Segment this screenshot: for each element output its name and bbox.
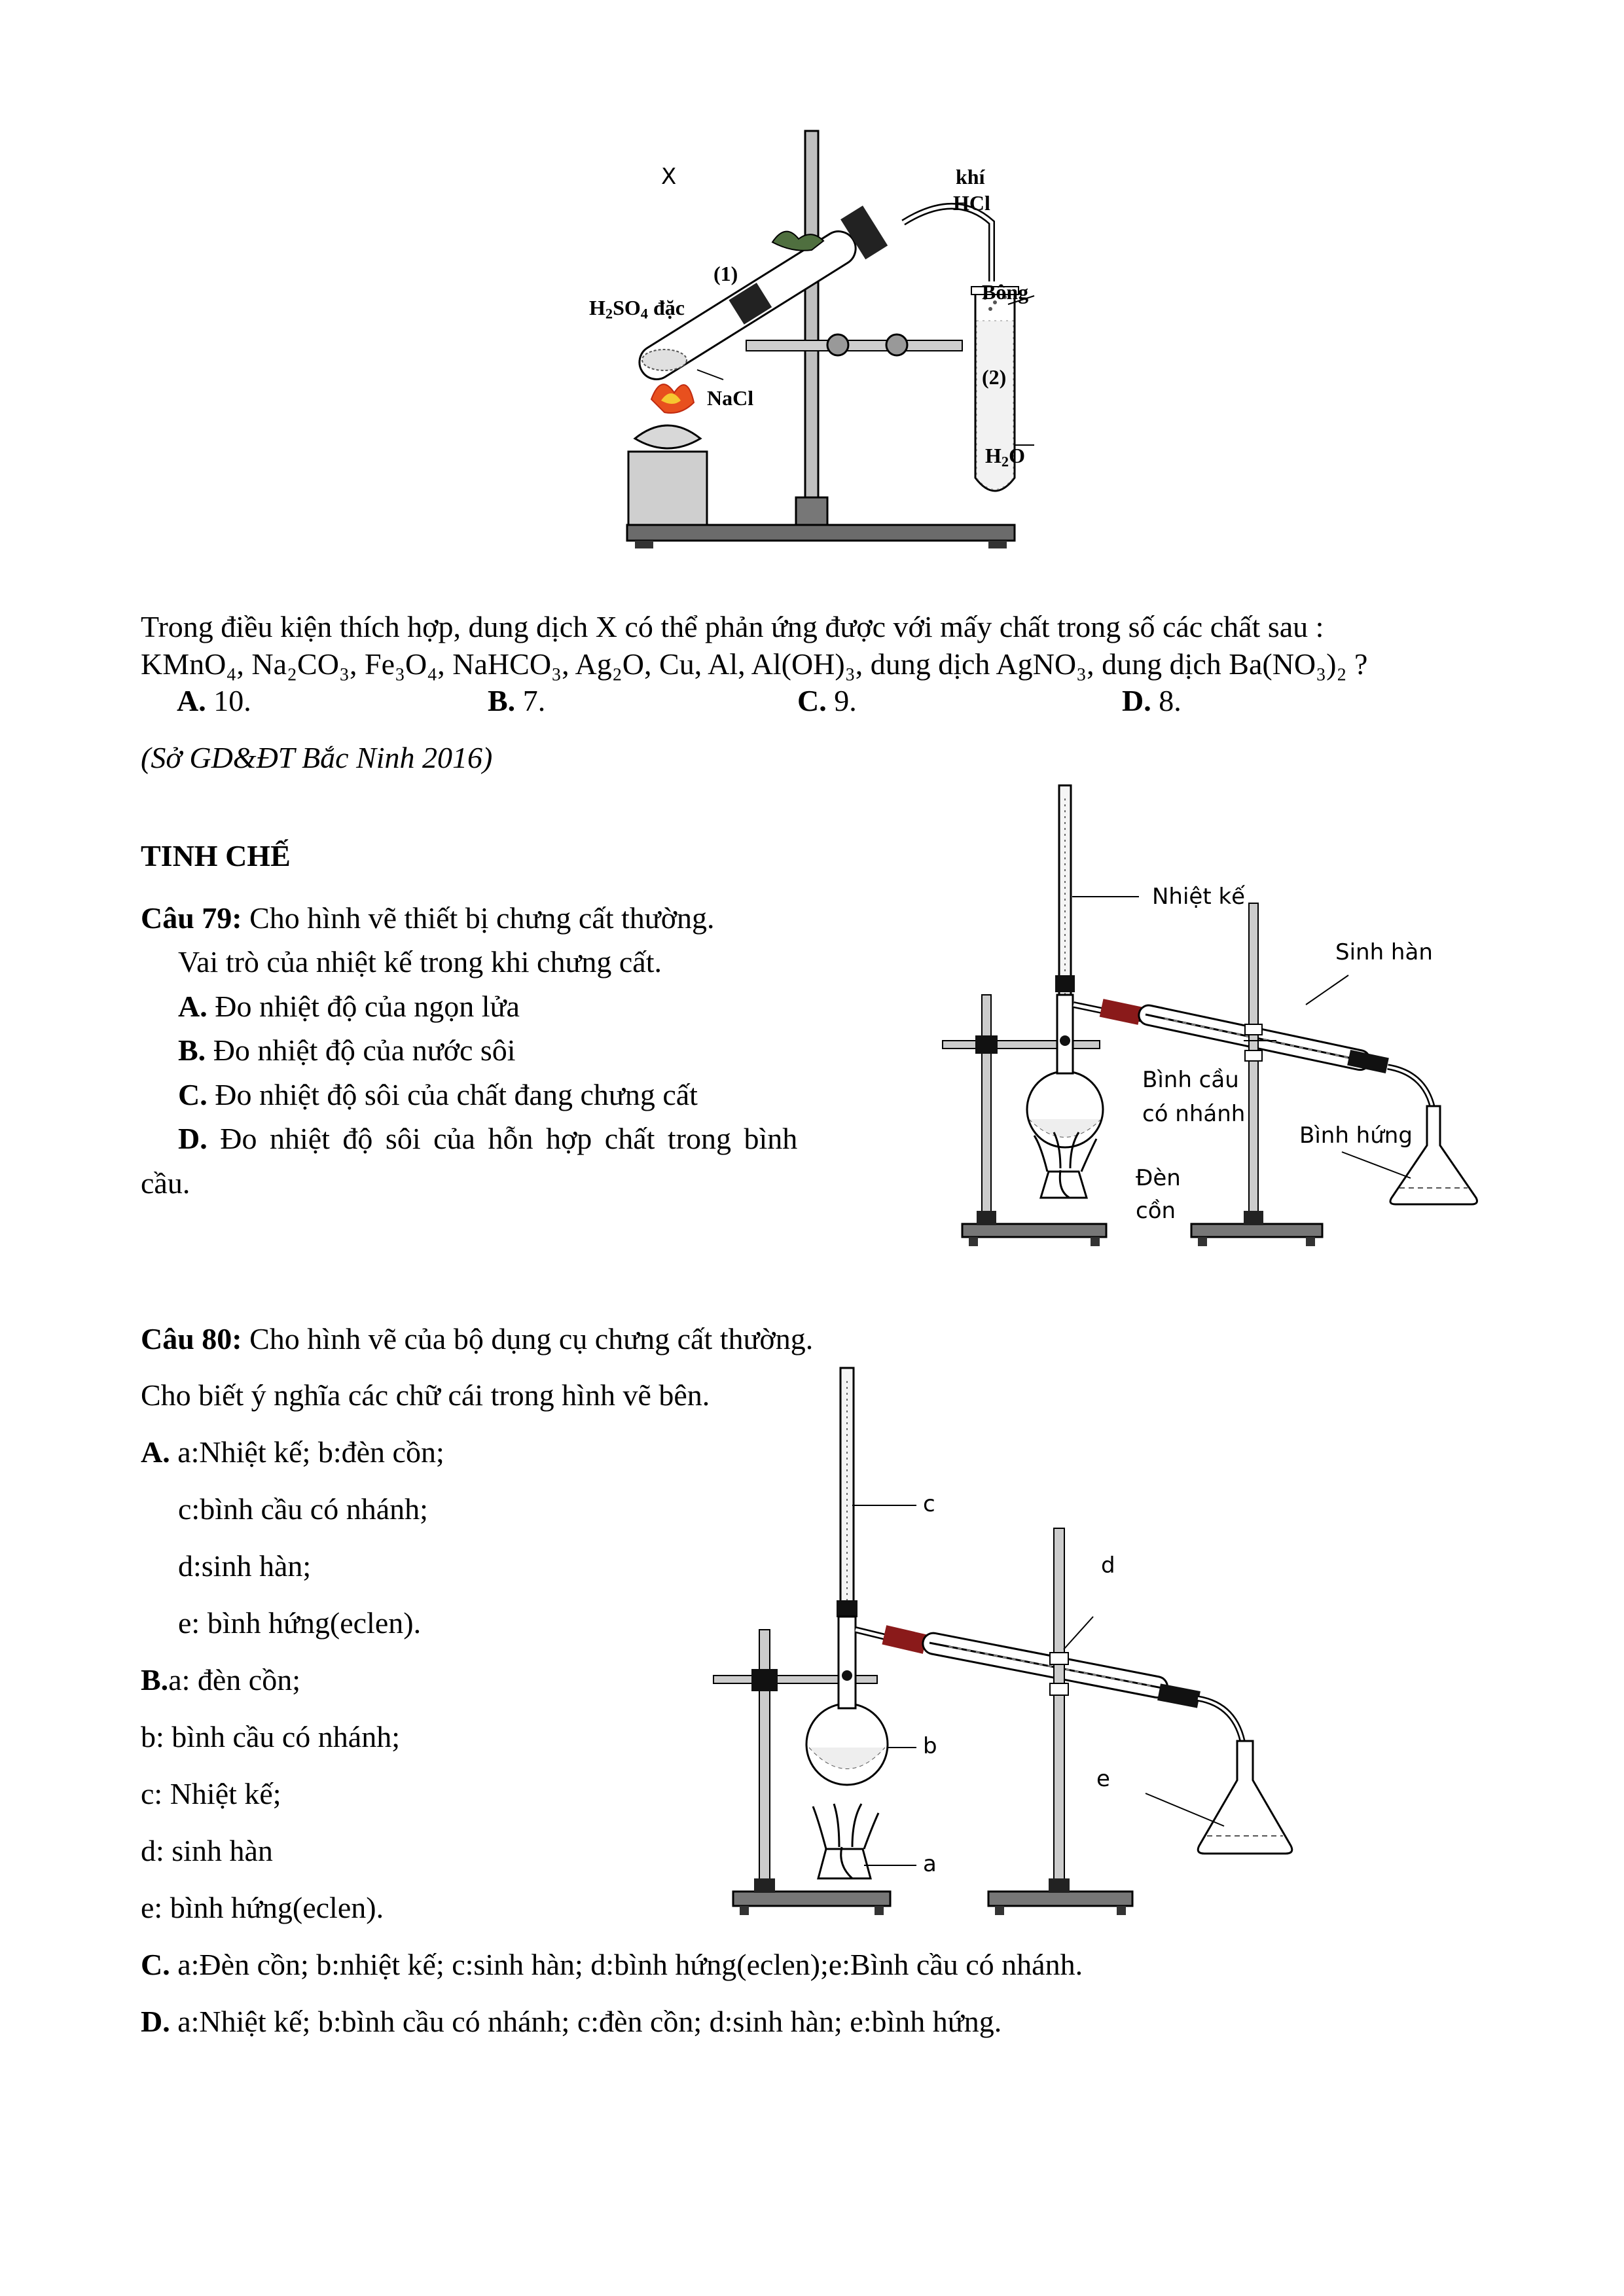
q80-option-b-line2: b: bình cầu có nhánh; (141, 1720, 401, 1753)
distillation-figure-q79 (929, 779, 1506, 1263)
q80-option-b-line3: c: Nhiệt kế; (141, 1777, 281, 1810)
label-d: d (1101, 1552, 1115, 1579)
q80-option-b-line1: B.a: đèn cồn; (141, 1663, 300, 1696)
distillation-drawing-q80 (700, 1361, 1316, 1931)
q80-option-b-line4: d: sinh hàn (141, 1834, 273, 1867)
fig1-x-label: X (661, 164, 677, 190)
q79-stem: Câu 79: Cho hình vẽ thiết bị chưng cất thường. (141, 901, 715, 935)
q80-option-a-line3: d:sinh hàn; (178, 1549, 312, 1583)
q80-option-d: D. a:Nhiệt kế; b:bình cầu có nhánh; c:đèn cồn; d:sinh hàn; e:bình hứng. (141, 2005, 1002, 2038)
fig1-acid-label: $H_2SO_4$ đặc (589, 296, 685, 322)
q80-line2: Cho biết ý nghĩa các chữ cái trong hình vẽ bên. (141, 1378, 710, 1412)
label-condenser: Sinh hàn (1335, 939, 1433, 965)
q79-option-a: A. Đo nhiệt độ của ngọn lửa (178, 990, 520, 1023)
q78-option-a: A. 10. (177, 684, 251, 717)
label-lamp-line1: Đèn (1136, 1165, 1181, 1191)
q78-option-d: D. 8. (1122, 684, 1182, 717)
label-thermometer: Nhiệt kế (1152, 884, 1246, 910)
hcl-apparatus-drawing (615, 124, 1028, 556)
hcl-apparatus-figure (589, 124, 1029, 556)
q78-line2: KMnO₄, Na₂CO₃, Fe₃O₄, NaHCO₃, Ag₂O, Cu, Al, Al(OH)₃, dung dịch AgNO₃, dung dịch Ba(NO₃)₂ ? (141, 647, 1368, 681)
q80-option-b-line5: e: bình hứng(eclen). (141, 1891, 384, 1924)
section-title: TINH CHẾ (141, 839, 291, 872)
q78-line1: Trong điều kiện thích hợp, dung dịch X có thể phản ứng được với mấy chất trong số các chất sau : (141, 610, 1324, 643)
label-flask-line2: có nhánh (1142, 1101, 1246, 1127)
q79-option-b: B. Đo nhiệt độ của nước sôi (178, 1033, 516, 1067)
q78-source: (Sở GD&ĐT Bắc Ninh 2016) (141, 741, 493, 774)
q78-option-b: B. 7. (488, 684, 546, 717)
q80-stem: Câu 80: Cho hình vẽ của bộ dụng cụ chưng cất thường. (141, 1322, 814, 1355)
fig1-gas-label-1: khí (956, 165, 985, 188)
q80-option-a-line1: A. a:Nhiệt kế; b:đèn cồn; (141, 1435, 444, 1469)
q79-sub: Vai trò của nhiệt kế trong khi chưng cất. (178, 945, 662, 978)
q80-option-a-line4: e: bình hứng(eclen). (178, 1606, 422, 1640)
label-flask-line1: Bình cầu (1142, 1067, 1239, 1093)
q79-option-d-cont: cầu. (141, 1166, 190, 1200)
label-e: e (1096, 1766, 1110, 1792)
q80-option-a-line2: c:bình cầu có nhánh; (178, 1492, 428, 1526)
q79-option-c: C. Đo nhiệt độ sôi của chất đang chưng cất (178, 1078, 698, 1111)
fig1-tube1-label: (1) (713, 262, 738, 285)
fig1-cotton-label: Bông (982, 280, 1029, 304)
label-c: c (923, 1491, 935, 1517)
label-a: a (923, 1851, 937, 1877)
distillation-figure-q80 (700, 1361, 1316, 1931)
fig1-water-label: $H_2O$ (985, 444, 1025, 470)
q80-option-c: C. a:Đèn cồn; b:nhiệt kế; c:sinh hàn; d:bình hứng(eclen);e:Bình cầu có nhánh. (141, 1948, 1083, 1981)
label-receiver: Bình hứng (1299, 1122, 1413, 1149)
label-lamp-line2: cồn (1136, 1198, 1176, 1224)
fig1-tube2-label: (2) (982, 365, 1007, 389)
label-b: b (923, 1733, 937, 1759)
q79-option-d: D. Đo nhiệt độ sôi của hỗn hợp chất trong bình (178, 1122, 798, 1155)
distillation-drawing-q79 (929, 779, 1506, 1263)
fig1-salt-label: NaCl (707, 386, 754, 410)
q78-option-c: C. 9. (797, 684, 857, 717)
fig1-gas-label-2: HCl (953, 191, 990, 215)
